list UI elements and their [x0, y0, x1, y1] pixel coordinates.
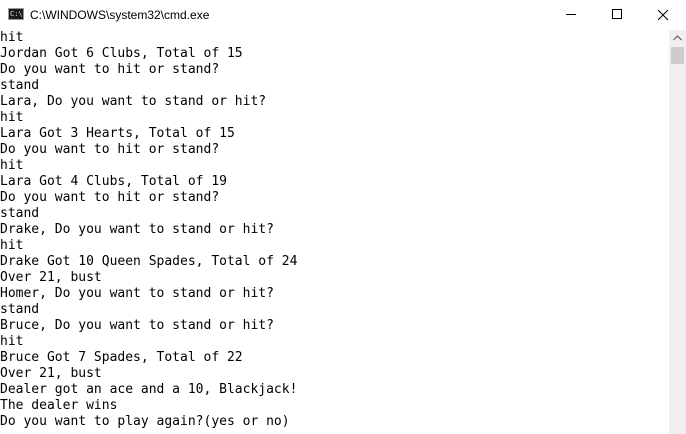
- scroll-thumb[interactable]: [671, 47, 684, 64]
- cmd-icon-prompt: C:\: [10, 10, 23, 18]
- console-line: Over 21, bust: [0, 270, 102, 285]
- console-line: Lara, Do you want to stand or hit?: [0, 94, 267, 109]
- minimize-button[interactable]: [548, 0, 594, 30]
- close-button[interactable]: [640, 0, 686, 30]
- console-line: Do you want to hit or stand?: [0, 190, 220, 205]
- console-line: Do you want to play again?(yes or no): [0, 414, 290, 429]
- console-line: stand: [0, 206, 40, 221]
- console-line: Jordan Got 6 Clubs, Total of 15: [0, 46, 243, 61]
- console-output[interactable]: [0, 30, 669, 434]
- console-line: stand: [0, 78, 40, 93]
- console-line: hit: [0, 30, 24, 45]
- console-line: Over 21, bust: [0, 366, 102, 381]
- maximize-button[interactable]: [594, 0, 640, 30]
- console-line: Bruce, Do you want to stand or hit?: [0, 318, 274, 333]
- console-line: Lara Got 4 Clubs, Total of 19: [0, 174, 227, 189]
- console-line: Dealer got an ace and a 10, Blackjack!: [0, 382, 298, 397]
- minimize-icon: [566, 14, 576, 15]
- title-bar[interactable]: [0, 0, 686, 30]
- console-line: hit: [0, 238, 24, 253]
- window-title: C:\WINDOWS\system32\cmd.exe: [30, 8, 210, 22]
- console-line: hit: [0, 110, 24, 125]
- console-line: Do you want to hit or stand?: [0, 62, 220, 77]
- console-line: Homer, Do you want to stand or hit?: [0, 286, 274, 301]
- console-line: Do you want to hit or stand?: [0, 142, 220, 157]
- maximize-icon: [612, 9, 622, 19]
- console-line: Lara Got 3 Hearts, Total of 15: [0, 126, 235, 141]
- close-icon: [657, 9, 669, 21]
- console-line: Bruce Got 7 Spades, Total of 22: [0, 350, 243, 365]
- console-line: hit: [0, 334, 24, 349]
- chevron-up-icon: [673, 35, 682, 41]
- console-line: hit: [0, 158, 24, 173]
- console-line: Drake Got 10 Queen Spades, Total of 24: [0, 254, 298, 269]
- cmd-icon[interactable]: [8, 8, 24, 20]
- console-line: The dealer wins: [0, 398, 118, 413]
- console-line: Drake, Do you want to stand or hit?: [0, 222, 274, 237]
- scroll-up-button[interactable]: [669, 30, 686, 47]
- vertical-scrollbar[interactable]: [669, 30, 686, 434]
- console-line: stand: [0, 302, 40, 317]
